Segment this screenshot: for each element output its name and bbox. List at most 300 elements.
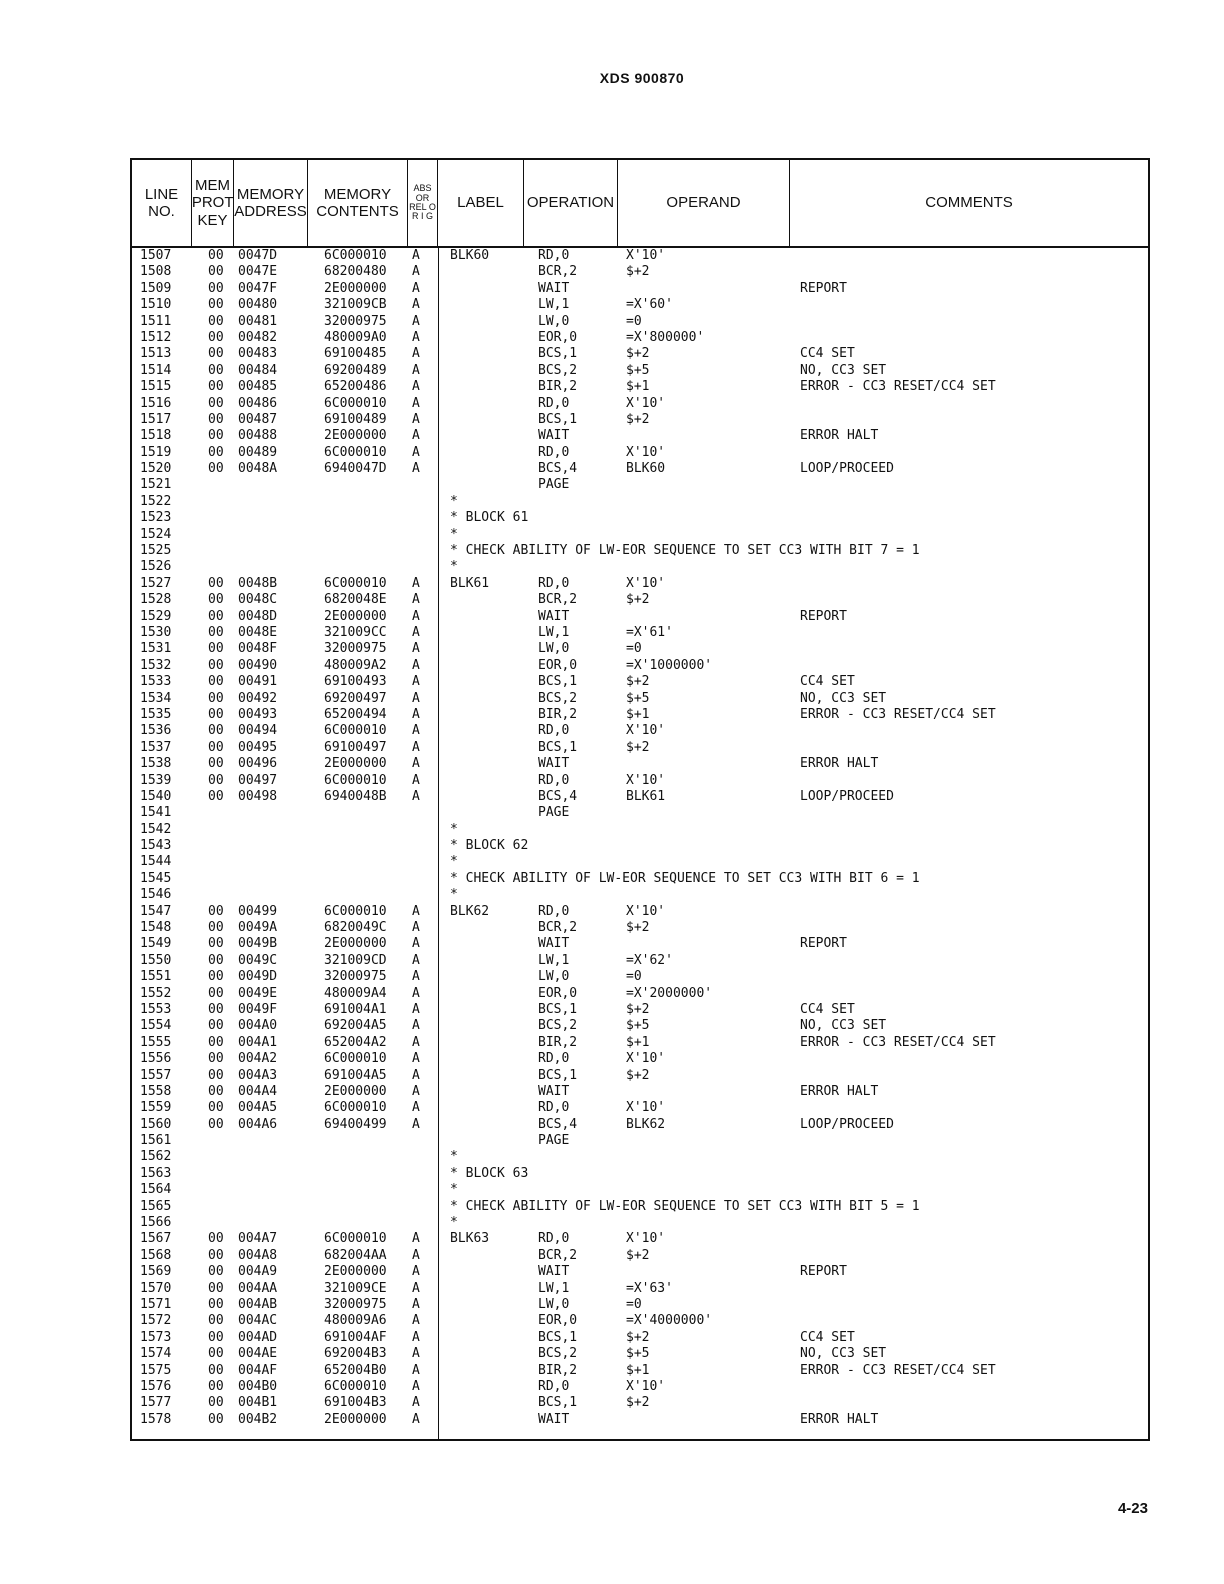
- operation-cell: RD,0: [538, 1231, 570, 1247]
- mem-prot-key: 00: [208, 706, 224, 722]
- comment-cell: ERROR - CC3 RESET/CC4 SET: [800, 706, 996, 722]
- memory-contents: 6C000010: [324, 1100, 387, 1116]
- line-number: 1530: [140, 624, 172, 640]
- operation-cell: WAIT: [538, 1264, 570, 1280]
- operand-cell: X'10': [626, 903, 666, 919]
- mem-prot-key: 00: [208, 1051, 224, 1067]
- operand-cell: =X'800000': [626, 329, 705, 345]
- operation-cell: RD,0: [538, 444, 570, 460]
- table-row: [132, 1215, 1148, 1231]
- line-number: 1563: [140, 1165, 172, 1181]
- memory-contents: 32000975: [324, 969, 387, 985]
- table-header: [132, 160, 1148, 248]
- table-row: [132, 1248, 1148, 1264]
- table-row: [132, 723, 1148, 739]
- operand-cell: $+2: [626, 592, 650, 608]
- operation-cell: RD,0: [538, 248, 570, 263]
- mem-prot-key: 00: [208, 297, 224, 313]
- mem-prot-key: 00: [208, 1297, 224, 1312]
- operand-cell: =X'4000000': [626, 1313, 713, 1329]
- table-row: [132, 936, 1148, 952]
- mem-prot-key: 00: [208, 1395, 224, 1411]
- mem-prot-key: 00: [208, 772, 224, 788]
- line-number: 1549: [140, 936, 172, 952]
- memory-contents: 69100497: [324, 739, 387, 755]
- operation-cell: BCR,2: [538, 920, 578, 936]
- abs-rel-flag: A: [412, 329, 420, 345]
- line-number: 1509: [140, 280, 172, 296]
- memory-address: 004B0: [238, 1378, 278, 1394]
- comment-line: * CHECK ABILITY OF LW-EOR SEQUENCE TO SET CC3 WITH BIT 7 = 1: [450, 543, 920, 559]
- table-row: [132, 527, 1148, 543]
- table-row: [132, 1313, 1148, 1329]
- line-number: 1542: [140, 821, 172, 837]
- operand-cell: $+2: [626, 1395, 650, 1411]
- abs-rel-flag: A: [412, 248, 420, 263]
- line-number: 1527: [140, 575, 172, 591]
- memory-contents: 2E000000: [324, 1264, 387, 1280]
- table-row: [132, 477, 1148, 493]
- operation-cell: LW,1: [538, 297, 570, 313]
- operation-cell: RD,0: [538, 1100, 570, 1116]
- operand-cell: =X'2000000': [626, 985, 713, 1001]
- line-number: 1507: [140, 248, 172, 263]
- comment-line: *: [450, 1215, 458, 1231]
- line-number: 1535: [140, 706, 172, 722]
- memory-contents: 6C000010: [324, 723, 387, 739]
- mem-prot-key: 00: [208, 674, 224, 690]
- memory-address: 00482: [238, 329, 278, 345]
- table-row: [132, 592, 1148, 608]
- mem-prot-key: 00: [208, 1329, 224, 1345]
- header-comments: COMMENTS: [925, 194, 1013, 212]
- memory-address: 0049F: [238, 1001, 278, 1017]
- line-number: 1564: [140, 1182, 172, 1198]
- mem-prot-key: 00: [208, 395, 224, 411]
- memory-contents: 6C000010: [324, 395, 387, 411]
- memory-address: 004A5: [238, 1100, 278, 1116]
- abs-rel-flag: A: [412, 1297, 420, 1312]
- abs-rel-flag: A: [412, 657, 420, 673]
- mem-prot-key: 00: [208, 313, 224, 329]
- memory-contents: 2E000000: [324, 756, 387, 772]
- memory-contents: 65200486: [324, 379, 387, 395]
- operand-cell: X'10': [626, 575, 666, 591]
- line-number: 1556: [140, 1051, 172, 1067]
- table-row: [132, 1100, 1148, 1116]
- operation-cell: EOR,0: [538, 985, 578, 1001]
- mem-prot-key: 00: [208, 608, 224, 624]
- line-number: 1559: [140, 1100, 172, 1116]
- mem-prot-key: 00: [208, 264, 224, 280]
- memory-address: 004A0: [238, 1018, 278, 1034]
- comment-cell: ERROR - CC3 RESET/CC4 SET: [800, 379, 996, 395]
- memory-address: 00486: [238, 395, 278, 411]
- operation-cell: EOR,0: [538, 1313, 578, 1329]
- operand-cell: $+2: [626, 1067, 650, 1083]
- operand-cell: $+2: [626, 264, 650, 280]
- memory-contents: 6C000010: [324, 248, 387, 263]
- mem-prot-key: 00: [208, 1313, 224, 1329]
- memory-contents: 6C000010: [324, 1051, 387, 1067]
- memory-address: 00489: [238, 444, 278, 460]
- line-number: 1551: [140, 969, 172, 985]
- comment-line: *: [450, 1182, 458, 1198]
- comment-cell: REPORT: [800, 1264, 847, 1280]
- abs-rel-flag: A: [412, 952, 420, 968]
- line-number: 1561: [140, 1133, 172, 1149]
- memory-address: 0047D: [238, 248, 278, 263]
- line-number: 1524: [140, 526, 172, 542]
- comment-cell: ERROR HALT: [800, 756, 879, 772]
- memory-contents: 2E000000: [324, 1411, 387, 1427]
- line-number: 1516: [140, 395, 172, 411]
- table-row: [132, 658, 1148, 674]
- memory-address: 00485: [238, 379, 278, 395]
- memory-contents: 2E000000: [324, 1083, 387, 1099]
- table-row: [132, 789, 1148, 805]
- table-row: [132, 691, 1148, 707]
- line-number: 1537: [140, 739, 172, 755]
- abs-rel-flag: A: [412, 1362, 420, 1378]
- line-number: 1519: [140, 444, 172, 460]
- listing-rows: [132, 248, 1148, 1428]
- abs-rel-flag: A: [412, 346, 420, 362]
- memory-address: 0048D: [238, 608, 278, 624]
- line-number: 1512: [140, 329, 172, 345]
- memory-address: 00494: [238, 723, 278, 739]
- mem-prot-key: 00: [208, 1247, 224, 1263]
- line-number: 1534: [140, 690, 172, 706]
- comment-cell: CC4 SET: [800, 1329, 855, 1345]
- operand-cell: $+5: [626, 690, 650, 706]
- table-row: [132, 461, 1148, 477]
- table-row: [132, 330, 1148, 346]
- comment-cell: CC4 SET: [800, 346, 855, 362]
- memory-address: 004A9: [238, 1264, 278, 1280]
- abs-rel-flag: A: [412, 674, 420, 690]
- header-memory-address: MEMORY ADDRESS: [234, 160, 308, 246]
- table-row: [132, 609, 1148, 625]
- comment-cell: LOOP/PROCEED: [800, 1116, 894, 1132]
- operation-cell: BCS,4: [538, 461, 578, 477]
- comment-cell: CC4 SET: [800, 1001, 855, 1017]
- abs-rel-flag: A: [412, 1329, 420, 1345]
- comment-line: *: [450, 493, 458, 509]
- line-number: 1550: [140, 952, 172, 968]
- memory-contents: 69200497: [324, 690, 387, 706]
- abs-rel-flag: A: [412, 1001, 420, 1017]
- table-row: [132, 1330, 1148, 1346]
- mem-prot-key: 00: [208, 903, 224, 919]
- mem-prot-key: 00: [208, 1411, 224, 1427]
- memory-contents: 6C000010: [324, 772, 387, 788]
- table-row: [132, 641, 1148, 657]
- memory-address: 00492: [238, 690, 278, 706]
- abs-rel-flag: A: [412, 788, 420, 804]
- abs-rel-flag: A: [412, 1411, 420, 1427]
- mem-prot-key: 00: [208, 1001, 224, 1017]
- line-number: 1552: [140, 985, 172, 1001]
- memory-address: 0049C: [238, 952, 278, 968]
- memory-address: 004AF: [238, 1362, 278, 1378]
- table-row: [132, 1051, 1148, 1067]
- memory-contents: 68200480: [324, 264, 387, 280]
- label-cell: BLK63: [450, 1231, 490, 1247]
- comment-cell: LOOP/PROCEED: [800, 788, 894, 804]
- line-number: 1543: [140, 838, 172, 854]
- mem-prot-key: 00: [208, 1100, 224, 1116]
- line-number: 1521: [140, 477, 172, 493]
- comment-cell: ERROR HALT: [800, 428, 879, 444]
- line-number: 1575: [140, 1362, 172, 1378]
- line-number: 1546: [140, 887, 172, 903]
- operation-cell: LW,0: [538, 641, 570, 657]
- abs-rel-flag: A: [412, 903, 420, 919]
- abs-rel-flag: A: [412, 756, 420, 772]
- table-row: [132, 412, 1148, 428]
- line-number: 1545: [140, 870, 172, 886]
- operand-cell: $+5: [626, 1346, 650, 1362]
- table-row: [132, 822, 1148, 838]
- operation-cell: BCS,2: [538, 1018, 578, 1034]
- memory-contents: 6820048E: [324, 592, 387, 608]
- line-number: 1554: [140, 1018, 172, 1034]
- mem-prot-key: 00: [208, 739, 224, 755]
- line-number: 1539: [140, 772, 172, 788]
- line-number: 1518: [140, 428, 172, 444]
- memory-contents: 321009CC: [324, 624, 387, 640]
- table-row: [132, 1035, 1148, 1051]
- header-operation: OPERATION: [524, 160, 618, 246]
- line-number: 1508: [140, 264, 172, 280]
- memory-contents: 2E000000: [324, 428, 387, 444]
- mem-prot-key: 00: [208, 346, 224, 362]
- memory-contents: 6C000010: [324, 1231, 387, 1247]
- operation-cell: PAGE: [538, 1133, 570, 1149]
- operand-cell: =X'60': [626, 297, 673, 313]
- mem-prot-key: 00: [208, 461, 224, 477]
- abs-rel-flag: A: [412, 1264, 420, 1280]
- mem-prot-key: 00: [208, 411, 224, 427]
- table-row: [132, 1199, 1148, 1215]
- table-row: [132, 314, 1148, 330]
- table-row: [132, 1379, 1148, 1395]
- line-number: 1522: [140, 493, 172, 509]
- memory-contents: 692004A5: [324, 1018, 387, 1034]
- mem-prot-key: 00: [208, 1264, 224, 1280]
- mem-prot-key: 00: [208, 1346, 224, 1362]
- line-number: 1553: [140, 1001, 172, 1017]
- table-row: [132, 559, 1148, 575]
- operand-cell: X'10': [626, 444, 666, 460]
- mem-prot-key: 00: [208, 657, 224, 673]
- operand-cell: X'10': [626, 1051, 666, 1067]
- operation-cell: BCS,2: [538, 690, 578, 706]
- mem-prot-key: 00: [208, 575, 224, 591]
- operand-cell: BLK61: [626, 788, 666, 804]
- abs-rel-flag: A: [412, 444, 420, 460]
- table-row: [132, 543, 1148, 559]
- operand-cell: =0: [626, 1297, 642, 1312]
- table-row: [132, 740, 1148, 756]
- operand-cell: X'10': [626, 1378, 666, 1394]
- mem-prot-key: 00: [208, 690, 224, 706]
- memory-address: 004A4: [238, 1083, 278, 1099]
- memory-contents: 6940047D: [324, 461, 387, 477]
- memory-address: 00481: [238, 313, 278, 329]
- memory-address: 0049A: [238, 920, 278, 936]
- label-cell: BLK61: [450, 575, 490, 591]
- operation-cell: BIR,2: [538, 1034, 578, 1050]
- memory-contents: 6820049C: [324, 920, 387, 936]
- operation-cell: RD,0: [538, 723, 570, 739]
- line-number: 1544: [140, 854, 172, 870]
- memory-contents: 480009A6: [324, 1313, 387, 1329]
- mem-prot-key: 00: [208, 428, 224, 444]
- memory-address: 004AA: [238, 1280, 278, 1296]
- line-number: 1573: [140, 1329, 172, 1345]
- memory-address: 00484: [238, 362, 278, 378]
- line-number: 1532: [140, 657, 172, 673]
- line-number: 1572: [140, 1313, 172, 1329]
- abs-rel-flag: A: [412, 1034, 420, 1050]
- operand-cell: X'10': [626, 1100, 666, 1116]
- mem-prot-key: 00: [208, 1018, 224, 1034]
- operand-cell: =X'1000000': [626, 657, 713, 673]
- memory-contents: 69100485: [324, 346, 387, 362]
- comment-line: * CHECK ABILITY OF LW-EOR SEQUENCE TO SET CC3 WITH BIT 5 = 1: [450, 1198, 920, 1214]
- operation-cell: BCR,2: [538, 592, 578, 608]
- label-cell: BLK62: [450, 903, 490, 919]
- memory-address: 0049E: [238, 985, 278, 1001]
- operand-cell: BLK60: [626, 461, 666, 477]
- table-row: [132, 264, 1148, 280]
- memory-address: 0048C: [238, 592, 278, 608]
- abs-rel-flag: A: [412, 297, 420, 313]
- table-row: [132, 281, 1148, 297]
- memory-address: 0048A: [238, 461, 278, 477]
- line-number: 1531: [140, 641, 172, 657]
- line-number: 1560: [140, 1116, 172, 1132]
- abs-rel-flag: A: [412, 690, 420, 706]
- memory-address: 00497: [238, 772, 278, 788]
- operation-cell: BCS,1: [538, 346, 578, 362]
- table-row: [132, 838, 1148, 854]
- memory-address: 004A2: [238, 1051, 278, 1067]
- memory-contents: 2E000000: [324, 608, 387, 624]
- operand-cell: $+1: [626, 1034, 650, 1050]
- operation-cell: LW,1: [538, 624, 570, 640]
- memory-contents: 69400499: [324, 1116, 387, 1132]
- header-memory-contents: MEMORY CONTENTS: [308, 160, 408, 246]
- memory-address: 0048B: [238, 575, 278, 591]
- line-number: 1547: [140, 903, 172, 919]
- line-number: 1541: [140, 805, 172, 821]
- operation-cell: RD,0: [538, 772, 570, 788]
- operand-cell: BLK62: [626, 1116, 666, 1132]
- memory-address: 0048F: [238, 641, 278, 657]
- table-row: [132, 1068, 1148, 1084]
- comment-line: *: [450, 821, 458, 837]
- table-row: [132, 379, 1148, 395]
- comment-line: * BLOCK 61: [450, 510, 529, 526]
- abs-rel-flag: A: [412, 985, 420, 1001]
- memory-contents: 6C000010: [324, 444, 387, 460]
- line-number: 1555: [140, 1034, 172, 1050]
- line-number: 1517: [140, 411, 172, 427]
- operand-cell: =0: [626, 969, 642, 985]
- table-row: [132, 707, 1148, 723]
- comment-cell: REPORT: [800, 280, 847, 296]
- table-row: [132, 887, 1148, 903]
- memory-address: 0049D: [238, 969, 278, 985]
- table-row: [132, 920, 1148, 936]
- table-row: [132, 248, 1148, 264]
- comment-cell: NO, CC3 SET: [800, 690, 887, 706]
- table-row: [132, 1264, 1148, 1280]
- table-row: [132, 1363, 1148, 1379]
- line-number: 1569: [140, 1264, 172, 1280]
- memory-address: 0047F: [238, 280, 278, 296]
- operation-cell: RD,0: [538, 1378, 570, 1394]
- operation-cell: BCS,2: [538, 1346, 578, 1362]
- line-number: 1570: [140, 1280, 172, 1296]
- mem-prot-key: 00: [208, 723, 224, 739]
- memory-contents: 652004A2: [324, 1034, 387, 1050]
- memory-contents: 69100493: [324, 674, 387, 690]
- operand-cell: X'10': [626, 723, 666, 739]
- line-number: 1558: [140, 1083, 172, 1099]
- abs-rel-flag: A: [412, 706, 420, 722]
- operation-cell: BCS,1: [538, 674, 578, 690]
- abs-rel-flag: A: [412, 772, 420, 788]
- operation-cell: WAIT: [538, 1411, 570, 1427]
- memory-address: 00487: [238, 411, 278, 427]
- operand-cell: X'10': [626, 772, 666, 788]
- table-row: [132, 904, 1148, 920]
- table-row: [132, 1297, 1148, 1313]
- operand-cell: $+1: [626, 1362, 650, 1378]
- comment-line: *: [450, 854, 458, 870]
- line-number: 1515: [140, 379, 172, 395]
- table-row: [132, 1412, 1148, 1428]
- table-row: [132, 445, 1148, 461]
- line-number: 1562: [140, 1149, 172, 1165]
- operation-cell: EOR,0: [538, 657, 578, 673]
- document-number: XDS 900870: [599, 70, 685, 86]
- abs-rel-flag: A: [412, 395, 420, 411]
- memory-contents: 682004AA: [324, 1247, 387, 1263]
- abs-rel-flag: A: [412, 608, 420, 624]
- abs-rel-flag: A: [412, 1346, 420, 1362]
- line-number: 1528: [140, 592, 172, 608]
- header-mem-prot-key: MEM PROT KEY: [192, 160, 234, 246]
- operation-cell: LW,1: [538, 952, 570, 968]
- operand-cell: =0: [626, 641, 642, 657]
- operand-cell: $+2: [626, 1329, 650, 1345]
- memory-address: 004AB: [238, 1297, 278, 1312]
- memory-contents: 6C000010: [324, 903, 387, 919]
- memory-address: 004AE: [238, 1346, 278, 1362]
- operation-cell: BCS,4: [538, 788, 578, 804]
- mem-prot-key: 00: [208, 280, 224, 296]
- mem-prot-key: 00: [208, 1034, 224, 1050]
- operand-cell: =X'63': [626, 1280, 673, 1296]
- abs-rel-flag: A: [412, 641, 420, 657]
- mem-prot-key: 00: [208, 1362, 224, 1378]
- abs-rel-flag: A: [412, 461, 420, 477]
